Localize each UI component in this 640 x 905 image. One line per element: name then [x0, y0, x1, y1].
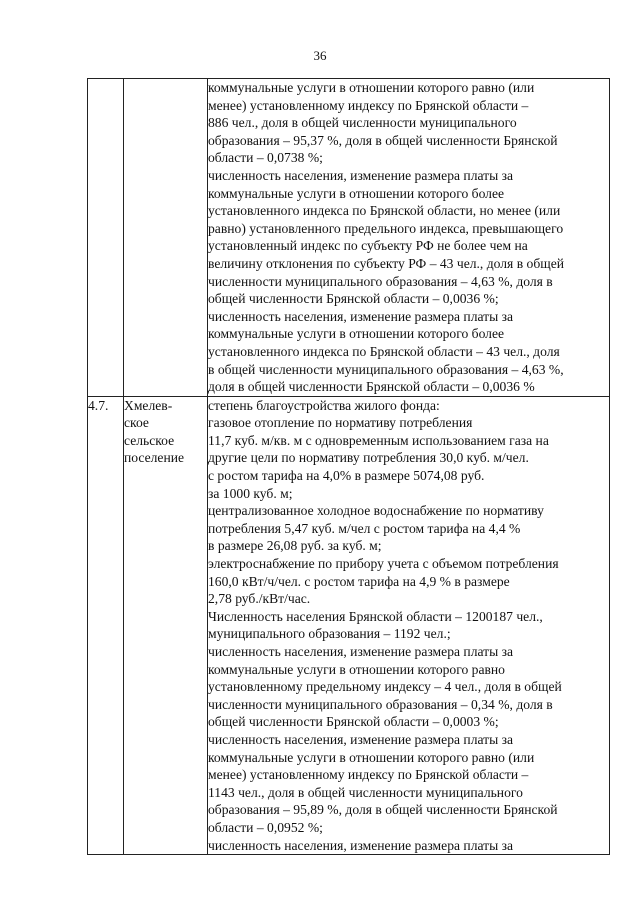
municipality-name-line: сельское: [124, 432, 175, 448]
description-line: менее) установленному индексу по Брянской области –: [208, 767, 529, 783]
description-line: газовое отопление по нормативу потребления: [208, 415, 473, 431]
description-line: численность населения, изменение размера платы за: [208, 308, 514, 324]
document-table: [87, 78, 610, 855]
description-line: численности муниципального образования – 0,34 %, доля в: [208, 696, 553, 712]
description-line: установленному предельному индексу – 4 чел., доля в общей: [208, 679, 562, 695]
description-line: численность населения, изменение размера платы за: [208, 167, 514, 183]
table-row: [88, 396, 610, 854]
description-line: 2,78 руб./кВт/час.: [208, 591, 311, 607]
table-body: [88, 79, 610, 855]
description-line: степень благоустройства жилого фонда:: [208, 397, 440, 413]
description-line: коммунальные услуги в отношении которого более: [208, 326, 505, 342]
municipality-name-line: Хмелев-: [124, 397, 173, 413]
description-line: установленного индекса по Брянской области – 43 чел., доля: [208, 343, 560, 359]
description-line: в размере 26,08 руб. за куб. м;: [208, 538, 382, 554]
description-line: величину отклонения по субъекту РФ – 43 чел., доля в общей: [208, 255, 565, 271]
description-line: численность населения, изменение размера платы за: [208, 644, 514, 659]
description-line: централизованное холодное водоснабжение по нормативу: [208, 503, 544, 519]
description-line: 1143 чел., доля в общей численности муниципального: [208, 784, 523, 800]
row-number: 4.7.: [88, 397, 109, 413]
description-line: муниципального образования – 1192 чел.;: [208, 626, 451, 642]
municipality-name-line: поселение: [124, 450, 185, 466]
description-line: установленного индекса по Брянской области, но менее (или: [208, 203, 561, 219]
page-number: 36: [313, 48, 327, 63]
description-line: установленный индекс по субъекту РФ не более чем на: [208, 238, 528, 254]
description-line: коммунальные услуги в отношении которого более: [208, 185, 505, 201]
description-cell: [208, 79, 610, 397]
description-line: образования – 95,89 %, доля в общей численности Брянской: [208, 802, 558, 818]
description-line: коммунальные услуги в отношении которого равно (или: [208, 749, 535, 765]
description-line: коммунальные услуги в отношении которого равно (или: [208, 80, 535, 95]
description-line: с ростом тарифа на 4,0% в размере 5074,08 руб.: [208, 468, 485, 484]
municipality-name-line: ское: [124, 415, 149, 431]
description-line: в общей численности муниципального образования – 4,63 %,: [208, 361, 564, 377]
description-line: Численность населения Брянской области – 1200187 чел.,: [208, 608, 543, 624]
description-line: общей численности Брянской области – 0,0036 %;: [208, 291, 499, 307]
description-line: образования – 95,37 %, доля в общей численности Брянской: [208, 132, 558, 148]
description-line: численность населения, изменение размера платы за: [208, 731, 514, 747]
description-line: области – 0,0952 %;: [208, 819, 323, 835]
row-number-cell: [88, 396, 124, 854]
description-line: 886 чел., доля в общей численности муниципального: [208, 115, 517, 131]
table-row: [88, 79, 610, 397]
description-line: доля в общей численности Брянской области – 0,0036 %: [208, 379, 535, 395]
description-line: 11,7 куб. м/кв. м с одновременным использованием газа на: [208, 432, 549, 448]
description-line: менее) установленному индексу по Брянской области –: [208, 97, 529, 113]
description-line: общей численности Брянской области – 0,0003 %;: [208, 714, 499, 730]
municipality-name-cell: [124, 79, 208, 397]
description-cell: [208, 396, 610, 854]
description-line: другие цели по нормативу потребления 30,0 куб. м/чел.: [208, 450, 529, 466]
description-line: электроснабжение по прибору учета с объемом потребления: [208, 556, 559, 572]
description-line: потребления 5,47 куб. м/чел с ростом тарифа на 4,4 %: [208, 520, 521, 536]
description-line: численности муниципального образования – 4,63 %, доля в: [208, 273, 553, 289]
municipality-name-cell: [124, 396, 208, 854]
description-line: за 1000 куб. м;: [208, 485, 293, 501]
description-line: равно) установленного предельного индекса, превышающего: [208, 220, 564, 236]
description-line: 160,0 кВт/ч/чел. с ростом тарифа на 4,9 % в размере: [208, 573, 510, 589]
row-number-cell: [88, 79, 124, 397]
description-line: коммунальные услуги в отношении которого равно: [208, 661, 505, 677]
description-line: численность населения, изменение размера платы за: [208, 837, 514, 853]
description-line: области – 0,0738 %;: [208, 150, 323, 166]
